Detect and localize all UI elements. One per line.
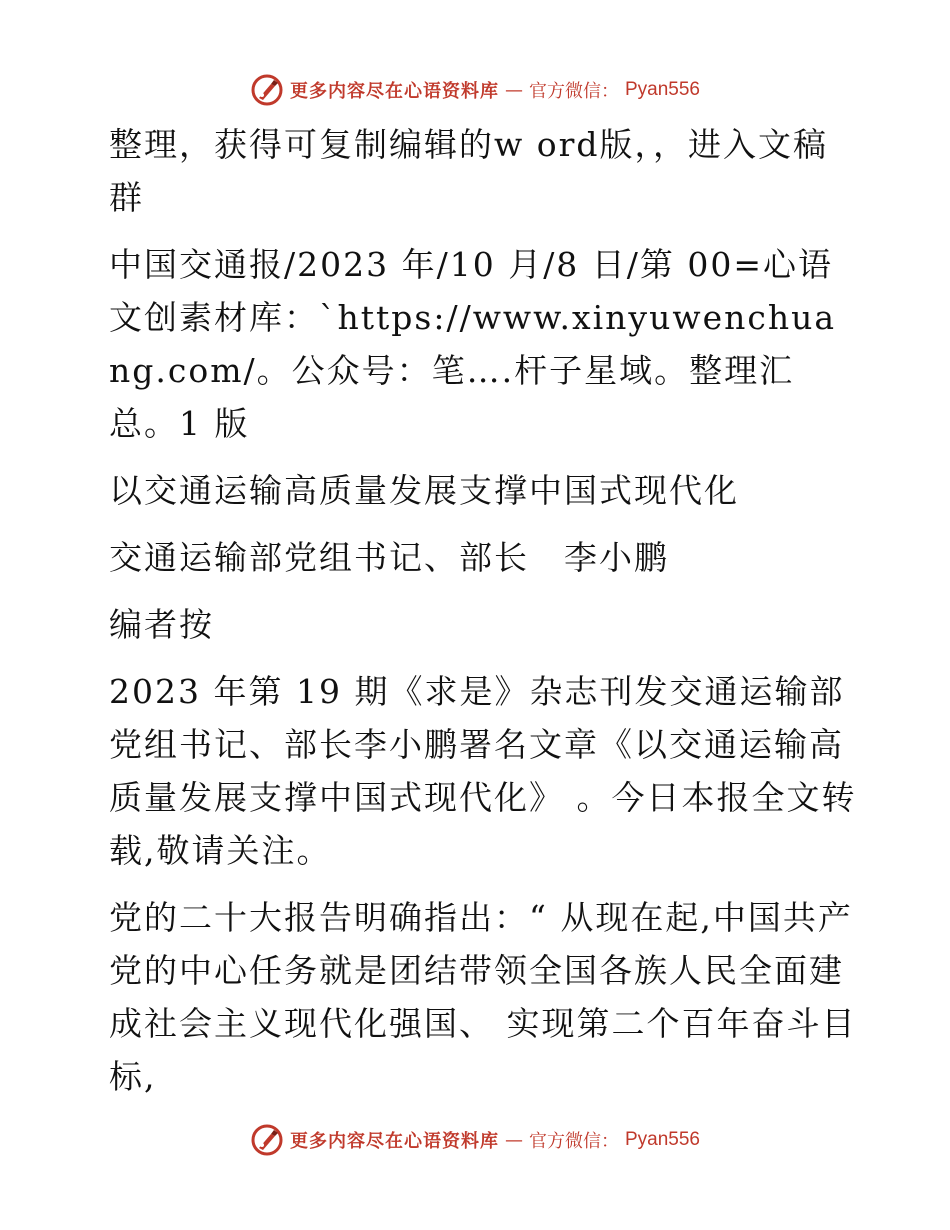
banner-wechat-label: 官方微信： [528, 1131, 619, 1152]
banner-wechat-id: Pyan556 [624, 79, 700, 100]
footer-watermark-banner [0, 1120, 950, 1160]
article-title: 以交通运输高质量发展支撑中国式现代化 [109, 471, 739, 510]
header-watermark-banner [0, 70, 950, 110]
banner-wechat-id: Pyan556 [624, 1129, 700, 1150]
article-author: 交通运输部党组书记、部长 李小鹏 [109, 538, 669, 577]
banner-slogan: 更多内容尽在心语资料库 [289, 1131, 499, 1152]
pen-logo-icon [250, 1123, 284, 1157]
banner-slogan: 更多内容尽在心语资料库 [289, 81, 499, 102]
banner-separator: — [504, 79, 523, 101]
editor-note-heading: 编者按 [109, 605, 214, 644]
paragraph-intro-note: 整理，获得可复制编辑的w ord版，，进入文稿群 [109, 125, 829, 217]
banner-separator: — [504, 1129, 523, 1151]
paragraph-body-1: 党的二十大报告明确指出：“ 从现在起,中国共产党的中心任务就是团结带领全国各族人民全面建成社会主义现代化强国、 实现第二个百年奋斗目标, [109, 898, 857, 1096]
document-body [97, 118, 857, 1117]
editor-note-body: 2023 年第 19 期《求是》杂志刊发交通运输部党组书记、部长李小鹏署名文章《以交通运输高质量发展支撑中国式现代化》 。今日本报全文转载,敬请关注。 [109, 672, 857, 870]
paragraph-source-line: 中国交通报/2023 年/10 月/8 日/第 00=心语文创素材库：`https://www.xinyuwenchuang.com/。公众号：笔….杆子星域。整理汇总。1 版 [109, 245, 837, 443]
pen-logo-icon [250, 73, 284, 107]
banner-wechat-label: 官方微信： [528, 81, 619, 102]
